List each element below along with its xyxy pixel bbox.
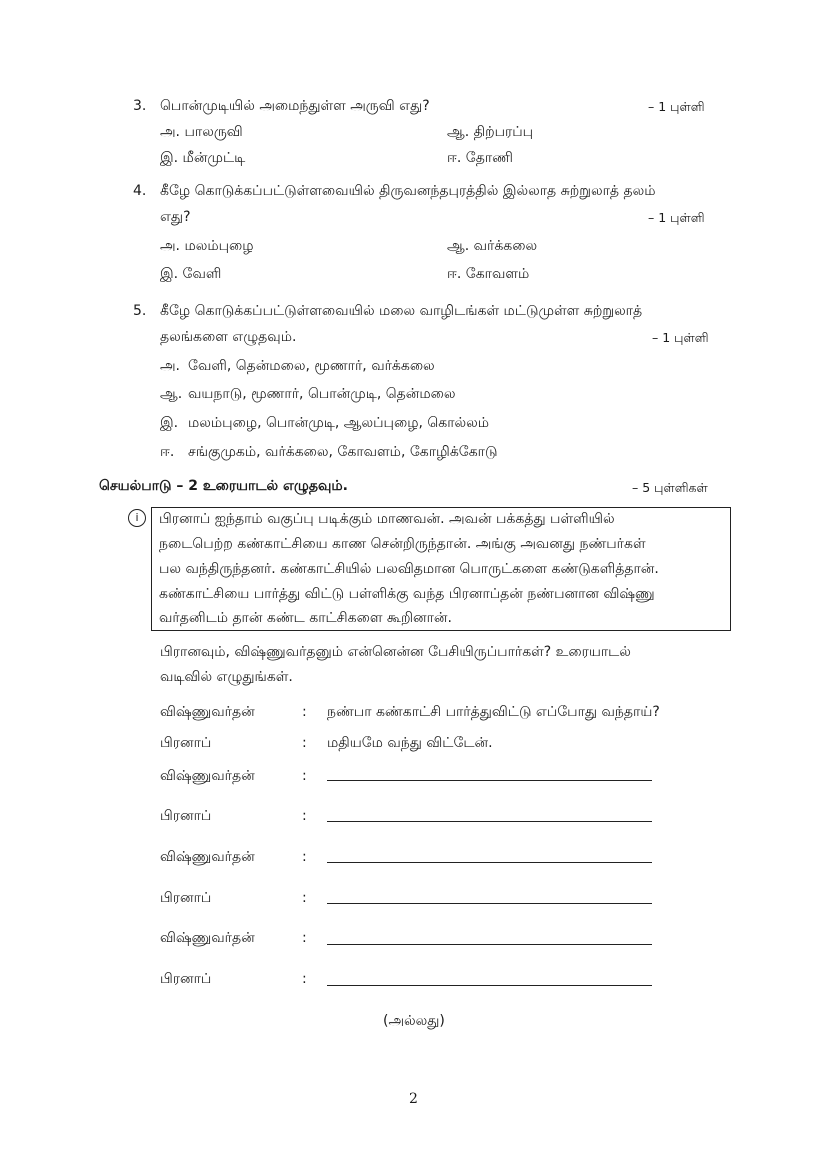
q3-mark: – 1 புள்ளி: [648, 99, 705, 114]
passage-line-5: வர்தனிடம் தான் கண்ட காட்சிகளை கூறினான்.: [159, 610, 452, 626]
dialogue-colon: :: [302, 735, 307, 751]
q5-option-b-label: ஆ.: [160, 386, 183, 402]
passage-line-2: நடைபெற்ற கண்காட்சியை காண சென்றிருந்தான். அங்கு அவனது நண்பர்கள்: [159, 536, 646, 552]
dialogue-speaker: விஷ்ணுவர்தன்: [160, 930, 255, 946]
dialogue-text: மதியமே வந்து விட்டேன்.: [327, 735, 493, 751]
q3-option-a: அ. பாலருவி: [160, 124, 243, 140]
q3-option-d: ஈ. தோணி: [447, 150, 513, 166]
dialogue-colon: :: [302, 849, 307, 865]
q5-question-line1: கீழே கொடுக்கப்பட்டுள்ளவையில் மலை வாழிடங்கள் மட்டுமுள்ள சுற்றுலாத்: [160, 303, 643, 319]
q5-option-a-label: அ.: [160, 358, 181, 374]
q4-option-d: ஈ. கோவளம்: [447, 266, 530, 282]
instruction-line2: வடிவில் எழுதுங்கள்.: [160, 669, 293, 685]
dialogue-text: நண்பா கண்காட்சி பார்த்துவிட்டு எப்போது வந்தாய்?: [327, 704, 660, 720]
dialogue-speaker: பிரனாப்: [160, 890, 212, 906]
dialogue-speaker: பிரனாப்: [160, 971, 212, 987]
dialogue-colon: :: [302, 971, 307, 987]
dialogue-colon: :: [302, 768, 307, 784]
passage-line-3: பல வந்திருந்தனர். கண்காட்சியில் பலவிதமான பொருட்களை கண்டுகளித்தான்.: [159, 561, 659, 577]
q4-question-line1: கீழே கொடுக்கப்பட்டுள்ளவையில் திருவனந்தபுரத்தில் இல்லாத சுற்றுலாத் தலம்: [160, 183, 656, 199]
q4-mark: – 1 புள்ளி: [648, 210, 705, 225]
q4-question-line2: எது?: [160, 209, 191, 225]
answer-line[interactable]: [327, 985, 652, 986]
q3-option-b: ஆ. திற்பரப்பு: [447, 124, 534, 140]
q3-number: 3.: [133, 98, 147, 114]
dialogue-speaker: விஷ்ணுவர்தன்: [160, 768, 255, 784]
dialogue-speaker: விஷ்ணுவர்தன்: [160, 849, 255, 865]
answer-line[interactable]: [327, 862, 652, 863]
dialogue-speaker: பிரனாப்: [160, 735, 212, 751]
activity-mark: – 5 புள்ளிகள்: [632, 480, 708, 495]
q5-number: 5.: [133, 303, 147, 319]
q4-option-c: இ. வேளி: [160, 266, 222, 282]
q5-mark: – 1 புள்ளி: [652, 330, 709, 345]
q5-option-d-text: சங்குமுகம், வர்க்கலை, கோவளம், கோழிக்கோடு: [188, 444, 498, 460]
page-number: 2: [409, 1091, 418, 1107]
q4-option-a: அ. மலம்புழை: [160, 238, 254, 254]
activity-title: செயல்பாடு – 2 உரையாடல் எழுதவும்.: [99, 478, 348, 494]
answer-line[interactable]: [327, 821, 652, 822]
dialogue-speaker: பிரனாப்: [160, 808, 212, 824]
q5-option-d-label: ஈ.: [160, 444, 175, 460]
q5-question-line2: தலங்களை எழுதவும்.: [160, 329, 297, 345]
passage-line-4: கண்காட்சியை பார்த்து விட்டு பள்ளிக்கு வந்த பிரனாப்தன் நண்பனான விஷ்ணு: [159, 586, 655, 602]
q3-option-c: இ. மீன்முட்டி: [160, 150, 246, 166]
item-number-circle: i: [128, 509, 146, 527]
dialogue-colon: :: [302, 890, 307, 906]
dialogue-colon: :: [302, 930, 307, 946]
dialogue-colon: :: [302, 808, 307, 824]
q4-option-b: ஆ. வர்க்கலை: [447, 238, 538, 254]
dialogue-colon: :: [302, 704, 307, 720]
or-text: (அல்லது): [383, 1013, 445, 1029]
q4-number: 4.: [133, 183, 147, 199]
dialogue-speaker: விஷ்ணுவர்தன்: [160, 704, 255, 720]
q5-option-c-label: இ.: [160, 415, 179, 431]
q5-option-c-text: மலம்புழை, பொன்முடி, ஆலப்புழை, கொல்லம்: [188, 415, 490, 431]
instruction-line1: பிரானவும், விஷ்ணுவர்தனும் என்னென்ன பேசியிருப்பார்கள்? உரையாடல்: [160, 644, 631, 660]
q5-option-a-text: வேளி, தென்மலை, மூணார், வர்க்கலை: [188, 358, 435, 374]
answer-line[interactable]: [327, 944, 652, 945]
answer-line[interactable]: [327, 780, 652, 781]
answer-line[interactable]: [327, 903, 652, 904]
q3-question: பொன்முடியில் அமைந்துள்ள அருவி எது?: [160, 98, 430, 114]
q5-option-b-text: வயநாடு, மூணார், பொன்முடி, தென்மலை: [188, 386, 456, 402]
passage-line-1: பிரனாப் ஐந்தாம் வகுப்பு படிக்கும் மாணவன். அவன் பக்கத்து பள்ளியில்: [159, 511, 615, 527]
